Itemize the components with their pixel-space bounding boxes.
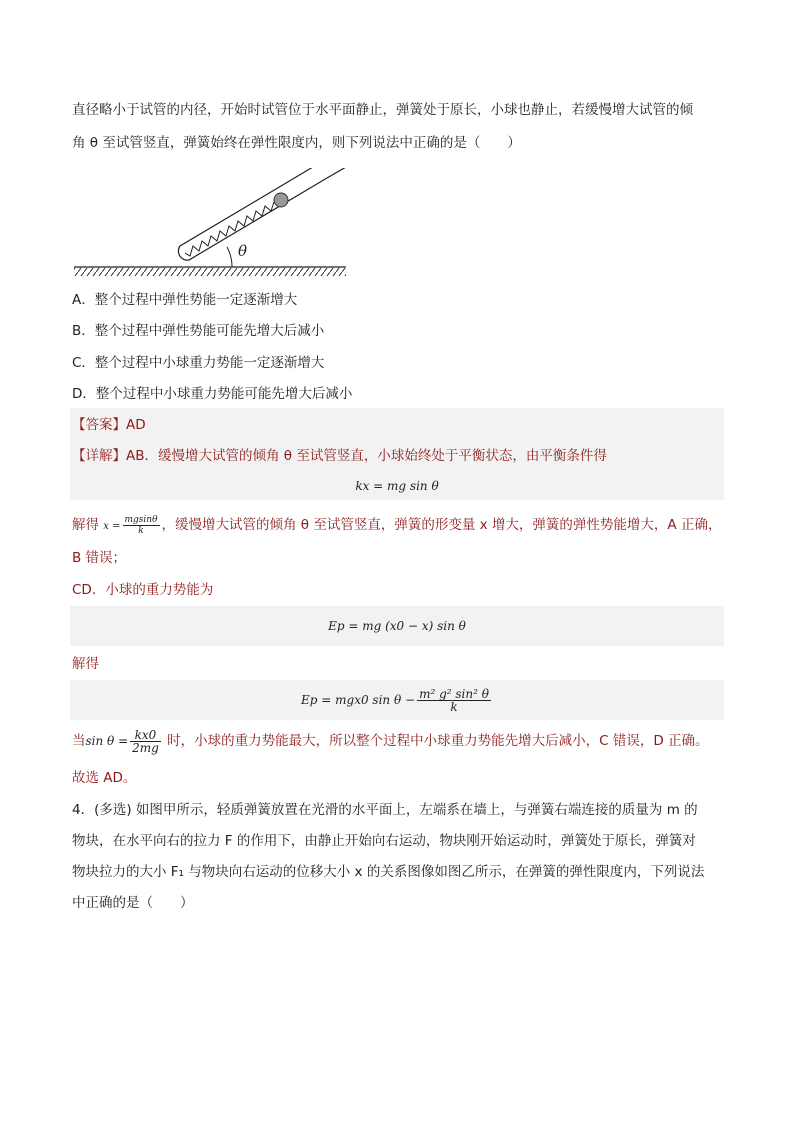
question4-line-1: 4．(多选) 如图甲所示，轻质弹簧放置在光滑的水平面上，左端系在墙上，与弹簧右端连接的质量为 m 的 <box>72 802 698 818</box>
ball <box>274 193 288 207</box>
condition-den: 2mg <box>132 740 159 755</box>
question4-line-2: 物块，在水平向右的拉力 F 的作用下，由静止开始向右运动，物块刚开始运动时，弹簧处于原长，弹簧对 <box>72 833 696 849</box>
question-stem-line-2: 角 θ 至试管竖直，弹簧始终在弹性限度内，则下列说法中正确的是（ ） <box>72 135 521 151</box>
question4-line-4: 中正确的是（ ） <box>72 895 194 911</box>
option-c: C．整个过程中小球重力势能一定逐渐增大 <box>72 355 325 371</box>
option-d: D．整个过程中小球重力势能可能先增大后减小 <box>72 386 353 402</box>
formula-result-fraction <box>417 688 491 713</box>
detail-ab-line <box>72 446 607 466</box>
formula-result-den: k <box>450 700 458 714</box>
solve-line-2: B 错误； <box>72 550 127 566</box>
answer-label: 【答案】 <box>72 417 126 433</box>
solve-x: x = <box>103 521 121 532</box>
ground-surface <box>74 267 346 276</box>
condition-left: sin θ = <box>85 734 129 748</box>
solve-fraction-den: k <box>138 525 144 536</box>
answer-line <box>72 415 146 435</box>
solve-prefix: 解得 <box>72 517 99 533</box>
formula-result-num: m² g² sin² θ <box>419 687 489 701</box>
condition-num: kx0 <box>130 729 161 742</box>
detail-ab-text: AB．缓慢增大试管的倾角 θ 至试管竖直，小球始终处于平衡状态，由平衡条件得 <box>126 448 607 464</box>
formula-result <box>70 682 724 718</box>
angle-label: θ <box>238 242 248 260</box>
solve-fraction <box>123 515 160 536</box>
condition-line <box>72 724 709 758</box>
option-b: B．整个过程中弹性势能可能先增大后减小 <box>72 323 325 339</box>
angle-arc <box>227 247 232 267</box>
answer-value: AD <box>126 417 146 433</box>
condition-prefix: 当 <box>72 733 86 749</box>
solve-line <box>72 512 721 540</box>
solve-fraction-num: mgsinθ <box>124 514 158 525</box>
question4-line-3: 物块拉力的大小 F₁ 与物块向右运动的位移大小 x 的关系图像如图乙所示，在弹簧的弹性限度内，下列说法 <box>72 864 705 880</box>
formula-potential-energy: Ep = mg (x0 − x) sin θ <box>328 619 466 633</box>
condition-text: 时，小球的重力势能最大，所以整个过程中小球重力势能先增大后减小，C 错误，D 正确。 <box>162 733 709 749</box>
solve2-line: 解得 <box>72 656 99 672</box>
formula-equilibrium: kx = mg sin θ <box>355 479 439 493</box>
spring <box>185 202 274 256</box>
formula-result-left: Ep = mgx0 sin θ − <box>301 693 416 707</box>
tube-spring-figure <box>72 168 352 280</box>
option-a: A．整个过程中弹性势能一定逐渐增大 <box>72 292 298 308</box>
conclusion-line: 故选 AD。 <box>72 770 137 786</box>
condition-fraction <box>130 729 161 754</box>
solve-text: ，缓慢增大试管的倾角 θ 至试管竖直，弹簧的形变量 x 增大，弹簧的弹性势能增大，A 正确， <box>161 517 722 533</box>
detail-cd-line: CD．小球的重力势能为 <box>72 582 214 598</box>
detail-label: 【详解】 <box>72 448 126 464</box>
question-stem-line-1: 直径略小于试管的内径，开始时试管位于水平面静止，弹簧处于原长，小球也静止，若缓慢增大试管的倾 <box>72 102 693 118</box>
